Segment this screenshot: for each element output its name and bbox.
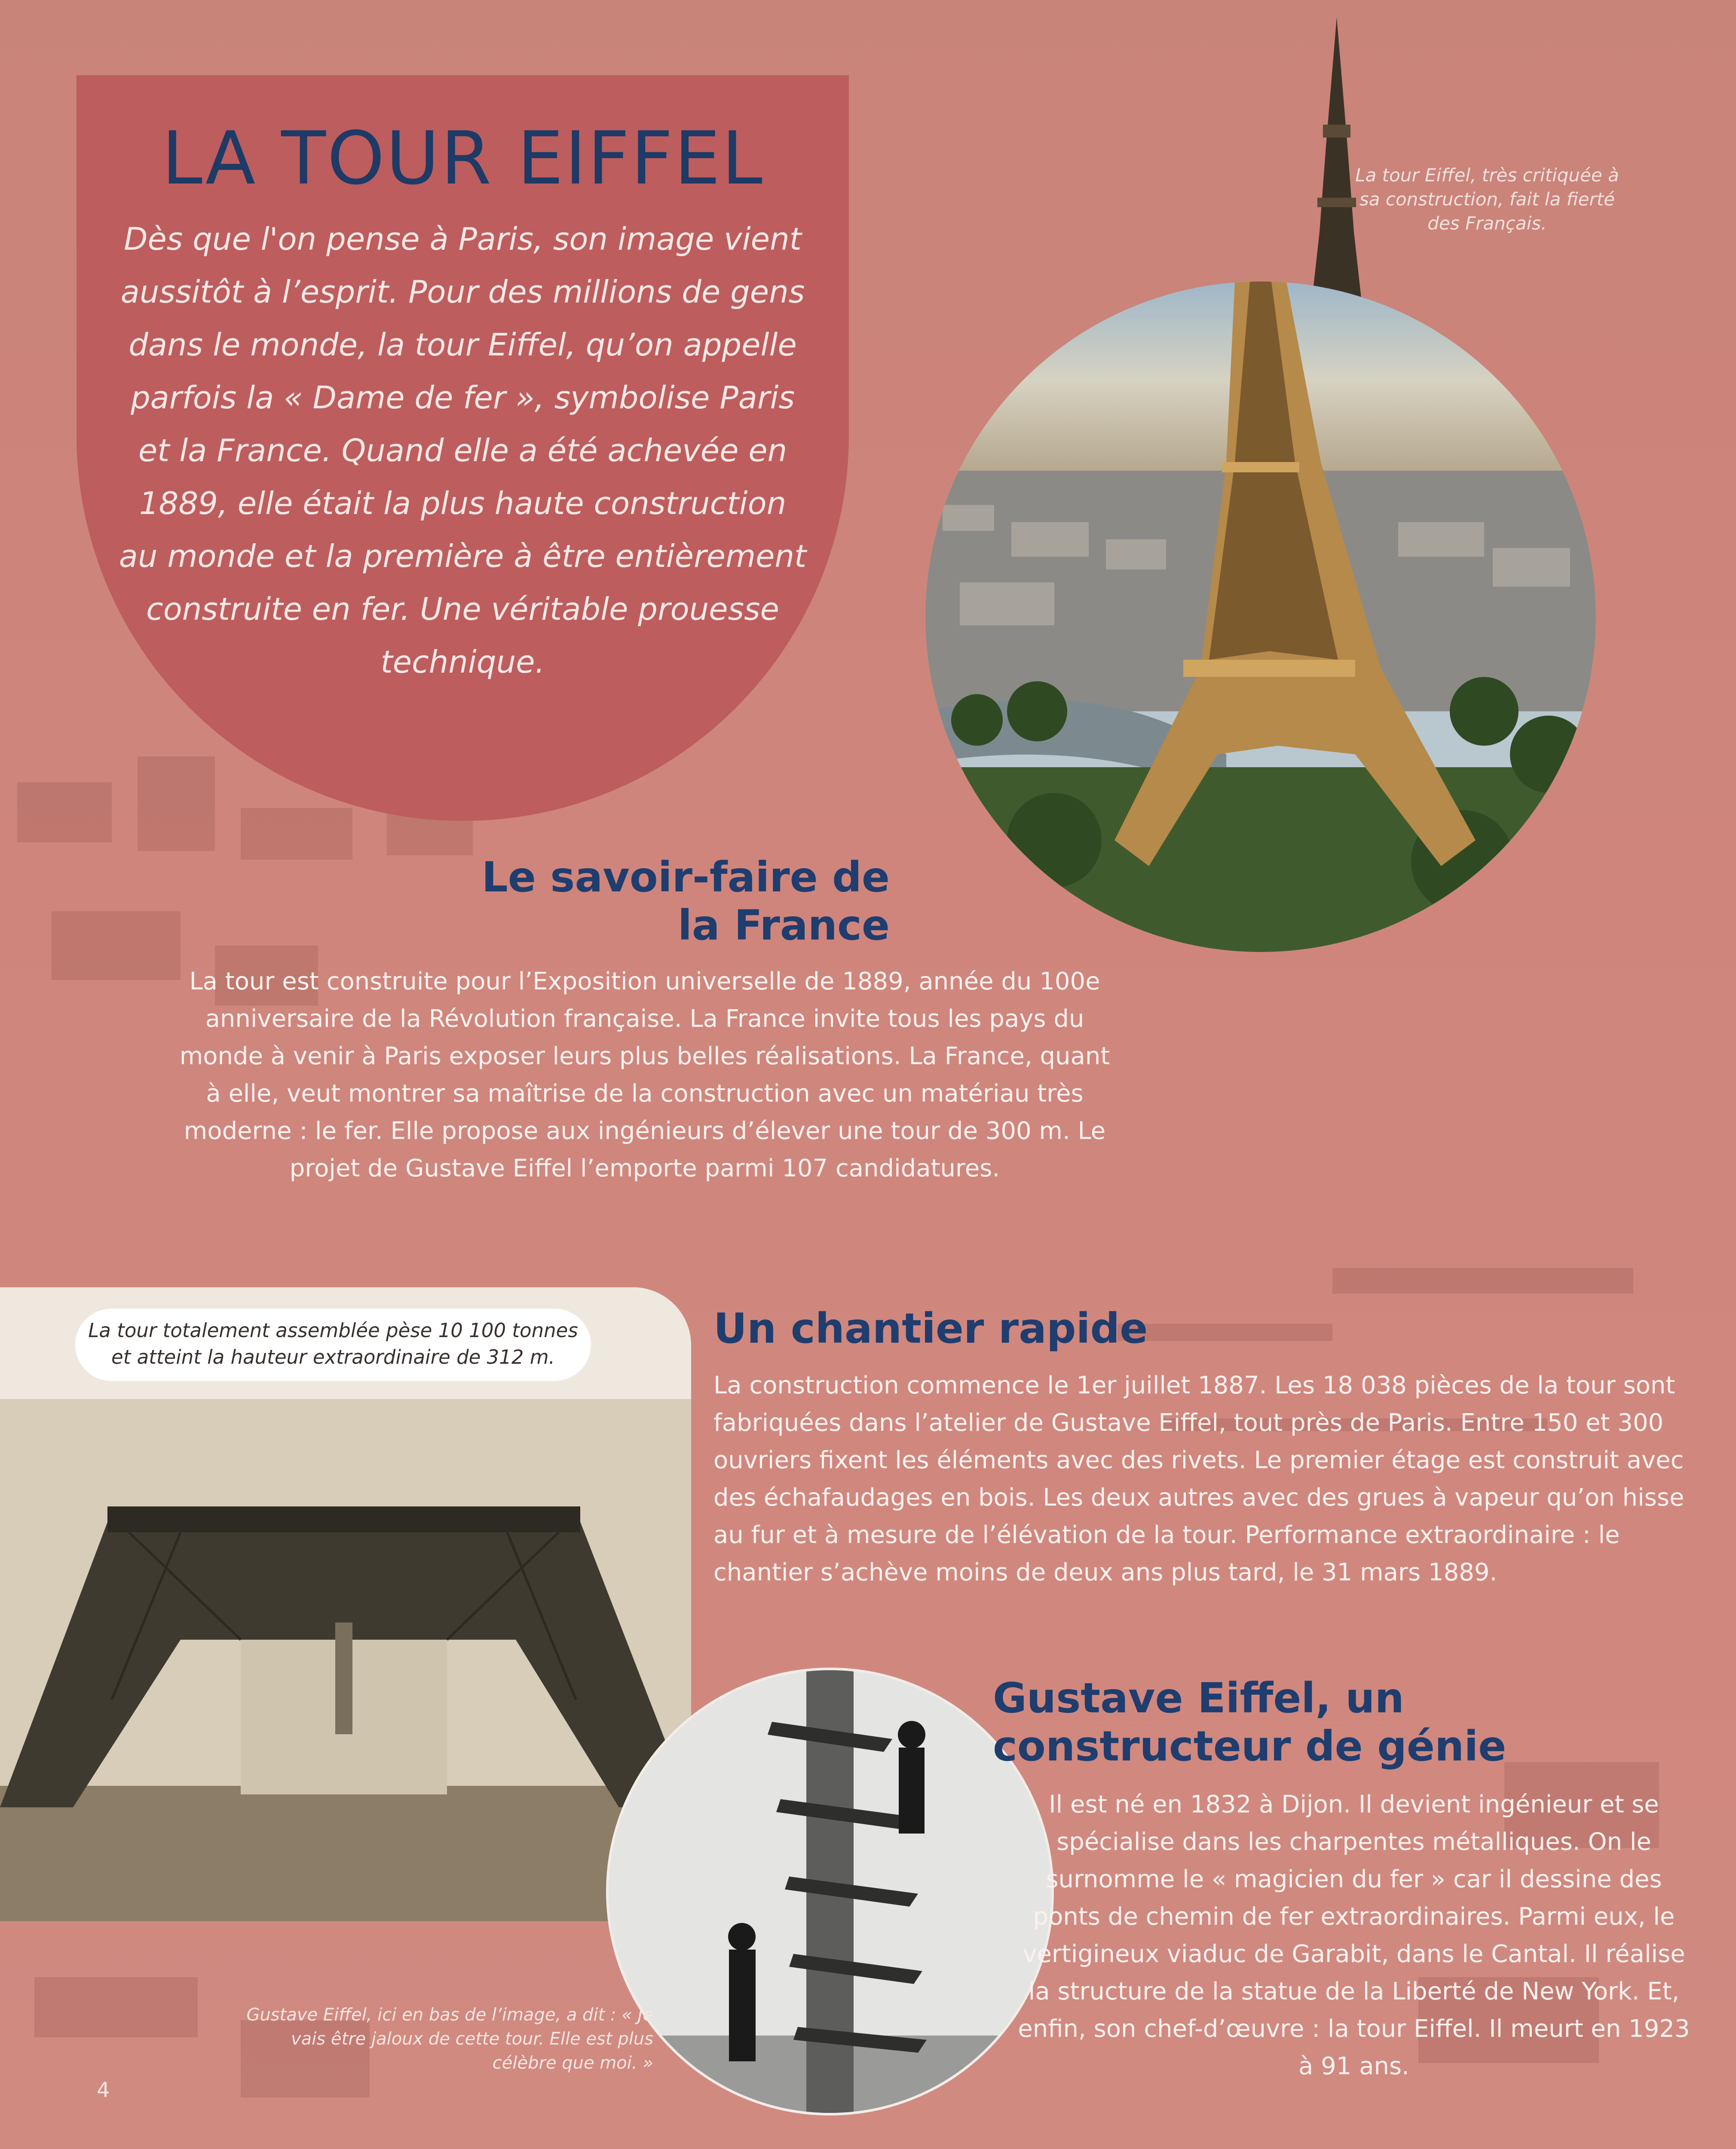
heading-chantier: Un chantier rapide bbox=[713, 1304, 1148, 1353]
caption-assembled-line2: et atteint la hauteur extraordinaire de 312 m. bbox=[111, 1346, 555, 1368]
caption-critique: La tour Eiffel, très critiquée à sa construction, fait la fierté des Français. bbox=[1355, 165, 1619, 234]
construction-photo bbox=[0, 1399, 691, 1921]
text-chantier: La construction commence le 1er juillet 1887. Les 18 038 pièces de la tour sont fabriquées dans l’atelier de Gustave Eiffel, tout près de Paris. Entre 150 et 300 ouvriers fixent les éléments avec des rivets. Le premier étage est construit avec des échafaudages en bois. Les deux autres avec des grues à vapeur qu’on hisse au fur et à mesure de l’élévation de la tour. Performance extraordinaire : le chantier s’achève moins de deux ans plus tard, le 31 mars 1889. bbox=[713, 1371, 1684, 1586]
text-savoir-faire: La tour est construite pour l’Exposition universelle de 1889, année du 100e anniversaire de la Révolution française. La France invite tous les pays du monde à venir à Paris exposer leurs plus belles réalisations. La France, quant à elle, veut montrer sa maîtrise de la construction avec un matériau très moderne : le fer. Elle propose aux ingénieurs d’élever une tour de 300 m. Le projet de Gustave Eiffel l’emporte parmi 107 candidatures. bbox=[179, 967, 1110, 1182]
text-gustave-eiffel: Il est né en 1832 à Dijon. Il devient ingénieur et se spécialise dans les charpentes métalliques. On le surnomme le « magicien du fer » car il dessine des ponts de chemin de fer extraordinaires. Parmi eux, le vertigineux viaduc de Garabit, dans le Cantal. Il réalise la structure de la statue de la Liberté de New York. Et, enfin, son chef-d’œuvre : la tour Eiffel. Il meurt en 1923 à 91 ans. bbox=[1018, 1791, 1690, 2080]
heading-savoir-faire: Le savoir-faire de la France bbox=[481, 853, 890, 949]
heading-gustave-eiffel: Gustave Eiffel, un constructeur de génie bbox=[993, 1674, 1506, 1770]
caption-assembled bbox=[75, 1309, 591, 1381]
gustave-eiffel-staircase-photo bbox=[606, 1668, 1054, 2115]
page-number: 4 bbox=[97, 2078, 110, 2102]
caption-gustave-quote: Gustave Eiffel, ici en bas de l’image, a dit : « Je vais être jaloux de cette tour. Elle est plus célèbre que moi. » bbox=[246, 2005, 653, 2073]
eiffel-tower-photo bbox=[925, 282, 1596, 952]
intro-box bbox=[77, 75, 849, 821]
page-title: LA TOUR EIFFEL bbox=[162, 116, 764, 201]
construction-photo-card bbox=[0, 1287, 691, 1921]
intro-text: Dès que l'on pense à Paris, son image vient aussitôt à l’esprit. Pour des millions de gens dans le monde, la tour Eiffel, qu’on appelle parfois la « Dame de fer », symbolise Paris et la France. Quand elle a été achevée en 1889, elle était la plus haute construction au monde et la première à être entièrement construite en fer. Une véritable prouesse technique. bbox=[119, 221, 807, 680]
caption-assembled-line1: La tour totalement assemblée pèse 10 100 tonnes bbox=[88, 1319, 578, 1342]
